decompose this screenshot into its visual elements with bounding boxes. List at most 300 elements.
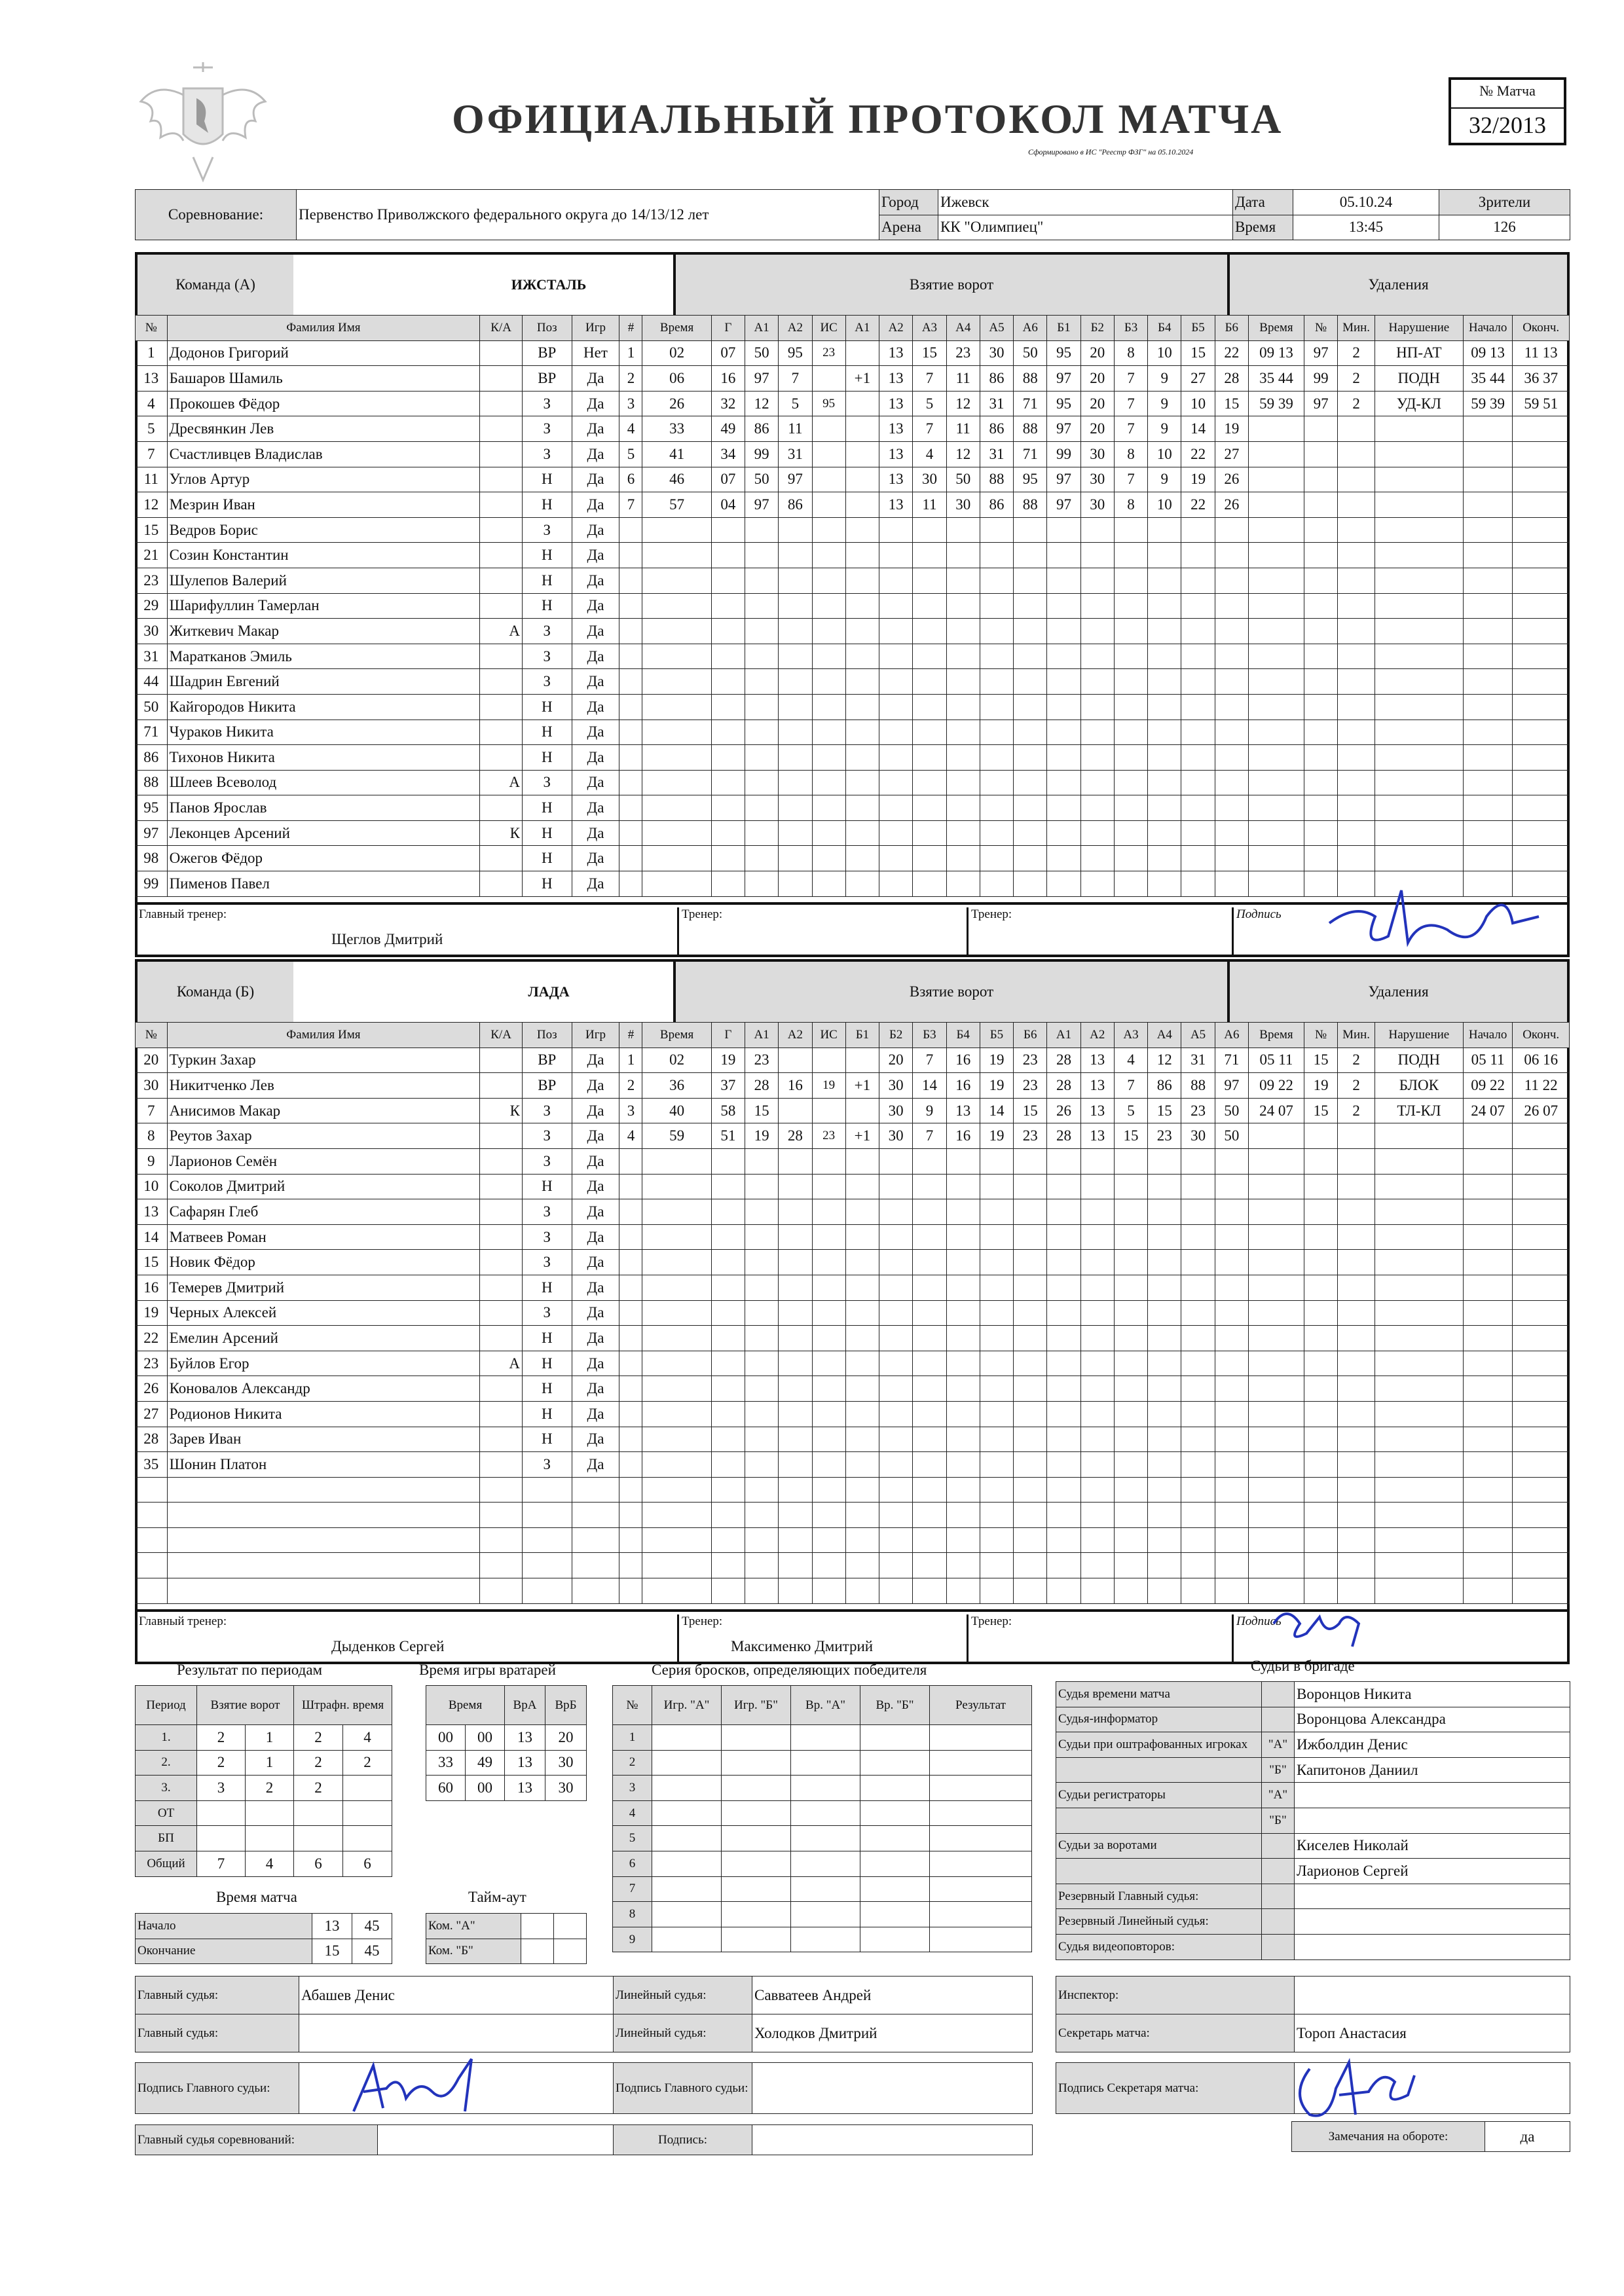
goal-cell <box>1148 1578 1181 1604</box>
penalty-cell <box>1338 1503 1375 1528</box>
table-row <box>136 795 1570 821</box>
player-number: 7 <box>136 1098 168 1123</box>
player-number: 16 <box>136 1275 168 1300</box>
player-number: 23 <box>136 568 168 593</box>
competition-label: Соревнование: <box>136 190 297 240</box>
goal-cell <box>1080 619 1114 644</box>
goal-cell <box>980 1199 1013 1225</box>
goal-cell: +1 <box>845 366 879 392</box>
goal-cell <box>1014 820 1047 846</box>
goal-cell <box>1114 795 1147 821</box>
shootout-cell <box>722 1826 791 1851</box>
penalty-player: 15 <box>1304 1048 1337 1073</box>
table-row <box>136 492 1570 518</box>
goal-cell <box>1181 1503 1215 1528</box>
goal-cell: 7 <box>619 492 642 518</box>
goal-cell: 19 <box>745 1123 778 1149</box>
goal-cell <box>946 1275 980 1300</box>
player-position: ВР <box>522 1073 572 1099</box>
goal-cell <box>946 1224 980 1250</box>
goal-cell: 59 <box>642 1123 711 1149</box>
goal-cell <box>879 644 913 669</box>
penalty-cell <box>1513 416 1570 442</box>
penalty-cell <box>1375 1250 1463 1275</box>
penalty-cell <box>1304 820 1337 846</box>
table-row <box>136 1725 392 1751</box>
goal-cell <box>980 1376 1013 1402</box>
end-minutes: 45 <box>352 1939 392 1964</box>
goal-cell: 10 <box>1148 441 1181 467</box>
penalty-cell <box>1513 720 1570 745</box>
arena-label: Арена <box>879 215 938 240</box>
penalty-infraction: НП-АТ <box>1375 340 1463 366</box>
goal-col-6: Б1 <box>845 1023 879 1048</box>
penalty-end: 59 51 <box>1513 391 1570 416</box>
official-name <box>1295 1808 1570 1833</box>
player-name: Панов Ярослав <box>167 795 480 821</box>
shootout-cell <box>791 1876 860 1902</box>
penalty-cell <box>1513 1148 1570 1174</box>
pen-col-4: Начало <box>1463 1023 1513 1048</box>
player-position: З <box>522 416 572 442</box>
goal-cell <box>779 1326 812 1351</box>
shootout-cell <box>791 1826 860 1851</box>
goal-cell <box>1080 1326 1114 1351</box>
pen-col-3: Нарушение <box>1375 316 1463 341</box>
goal-cell <box>1148 1427 1181 1452</box>
goal-cell <box>1014 745 1047 771</box>
player-number <box>136 1578 168 1604</box>
player-name: Родионов Никита <box>167 1401 480 1427</box>
head-coach-name: Дыденков Сергей <box>331 1638 445 1654</box>
penalty-cell <box>1375 1503 1463 1528</box>
shootout-cell <box>930 1876 1032 1902</box>
goalie-time-value: 00 <box>466 1725 505 1751</box>
goal-cell: 30 <box>913 467 946 492</box>
player-position: Н <box>522 1427 572 1452</box>
goal-col-11: Б6 <box>1014 1023 1047 1048</box>
penalty-cell <box>1338 1199 1375 1225</box>
player-number <box>136 1527 168 1553</box>
penalty-cell <box>1304 619 1337 644</box>
penalty-cell <box>1304 720 1337 745</box>
penalty-cell <box>1375 568 1463 593</box>
goal-cell <box>1114 694 1147 720</box>
player-plays <box>572 1578 619 1604</box>
official-name: Воронцова Александра <box>1295 1707 1570 1732</box>
goal-col-13: А2 <box>1080 1023 1114 1048</box>
penalty-cell <box>1248 846 1304 871</box>
player-plays: Да <box>572 1048 619 1073</box>
goal-cell <box>879 543 913 568</box>
goal-cell <box>1181 1351 1215 1376</box>
player-name <box>167 1527 480 1553</box>
penalty-cell <box>1248 1250 1304 1275</box>
goal-cell: 33 <box>642 416 711 442</box>
shootout-number: 3 <box>613 1776 652 1801</box>
penalty-cell <box>1463 720 1513 745</box>
table-row <box>136 1750 392 1776</box>
goal-cell <box>1181 1275 1215 1300</box>
goalie-time-value: 49 <box>466 1750 505 1776</box>
goal-cell <box>1114 543 1147 568</box>
player-plays: Да <box>572 467 619 492</box>
period-value: 2 <box>294 1776 343 1801</box>
penalty-cell <box>1248 416 1304 442</box>
goal-cell <box>946 820 980 846</box>
penalty-cell <box>1463 1553 1513 1578</box>
goal-cell <box>619 1148 642 1174</box>
shootout-cell <box>791 1800 860 1826</box>
period-name: 1. <box>136 1725 197 1751</box>
goal-cell <box>845 1452 879 1478</box>
pen-col-1: № <box>1304 316 1337 341</box>
goal-cell: 50 <box>946 467 980 492</box>
penalty-cell <box>1375 820 1463 846</box>
goal-cell <box>845 1174 879 1199</box>
goal-cell <box>1114 1174 1147 1199</box>
goal-cell: 95 <box>779 340 812 366</box>
penalty-cell <box>1463 644 1513 669</box>
goal-cell <box>619 1174 642 1199</box>
goal-col-9: Б4 <box>946 1023 980 1048</box>
goal-cell: 95 <box>1047 340 1080 366</box>
goal-cell <box>812 1199 845 1225</box>
goal-cell: 5 <box>1114 1098 1147 1123</box>
table-row <box>136 1073 1570 1099</box>
goal-cell <box>779 1527 812 1553</box>
player-plays: Да <box>572 416 619 442</box>
penalty-cell <box>1304 1275 1337 1300</box>
official-side <box>1262 1707 1295 1732</box>
player-number: 9 <box>136 1148 168 1174</box>
table-row <box>136 1851 392 1876</box>
goal-cell <box>812 694 845 720</box>
goal-cell <box>745 1275 778 1300</box>
goal-cell <box>812 492 845 518</box>
goal-cell: 4 <box>619 416 642 442</box>
goal-cell <box>1114 1351 1147 1376</box>
goal-cell <box>946 1477 980 1503</box>
penalty-cell <box>1248 1427 1304 1452</box>
goal-cell: 23 <box>1014 1123 1047 1149</box>
goal-cell: 04 <box>711 492 745 518</box>
player-role: К <box>480 1098 523 1123</box>
penalty-cell <box>1304 1427 1337 1452</box>
player-position: З <box>522 391 572 416</box>
goal-cell <box>913 1250 946 1275</box>
goal-cell <box>1148 1300 1181 1326</box>
goal-cell: 16 <box>946 1123 980 1149</box>
goal-cell <box>913 593 946 619</box>
goal-cell <box>946 1326 980 1351</box>
player-number: 1 <box>136 340 168 366</box>
goal-cell <box>779 619 812 644</box>
goal-cell <box>711 1401 745 1427</box>
col-name: Фамилия Имя <box>167 1023 480 1048</box>
table-row <box>136 1776 392 1801</box>
goal-cell <box>745 517 778 543</box>
goal-cell <box>1181 846 1215 871</box>
end-label: Окончание <box>136 1939 312 1964</box>
penalty-cell <box>1338 1376 1375 1402</box>
official-name <box>1295 1909 1570 1935</box>
period-value: 4 <box>246 1851 294 1876</box>
penalty-cell <box>1338 1275 1375 1300</box>
penalty-cell <box>1513 1199 1570 1225</box>
goal-cell <box>1148 543 1181 568</box>
goal-cell <box>745 1224 778 1250</box>
player-plays: Да <box>572 1275 619 1300</box>
player-name: Матвеев Роман <box>167 1224 480 1250</box>
player-role <box>480 1073 523 1099</box>
penalty-cell <box>1463 1224 1513 1250</box>
periods-table <box>135 1685 392 1877</box>
goal-cell <box>879 1401 913 1427</box>
player-name: Пименов Павел <box>167 871 480 897</box>
player-number: 13 <box>136 1199 168 1225</box>
goal-cell <box>946 745 980 771</box>
goal-cell <box>845 441 879 467</box>
player-number: 30 <box>136 1073 168 1099</box>
goal-cell: 13 <box>879 441 913 467</box>
goal-cell <box>1215 795 1248 821</box>
goal-cell <box>619 694 642 720</box>
goal-cell: 50 <box>745 467 778 492</box>
goal-cell <box>1181 568 1215 593</box>
goal-cell: 88 <box>1181 1073 1215 1099</box>
goal-cell <box>1148 1376 1181 1402</box>
goal-cell <box>1181 1578 1215 1604</box>
goal-cell: 1 <box>619 1048 642 1073</box>
goal-cell <box>779 669 812 695</box>
table-row <box>136 1351 1570 1376</box>
player-role <box>480 644 523 669</box>
player-role <box>480 1527 523 1553</box>
player-name: Мезрин Иван <box>167 492 480 518</box>
table-row <box>136 467 1570 492</box>
goal-cell <box>1215 1401 1248 1427</box>
shootout-table <box>612 1685 1032 1952</box>
penalty-cell <box>1248 1300 1304 1326</box>
penalty-cell <box>1513 1452 1570 1478</box>
penalty-cell <box>1248 694 1304 720</box>
goal-cell: 9 <box>1148 467 1181 492</box>
table-row <box>136 1376 1570 1402</box>
goal-cell <box>845 1503 879 1528</box>
goal-cell <box>642 568 711 593</box>
official-side <box>1262 1859 1295 1884</box>
player-name <box>167 1553 480 1578</box>
city-label: Город <box>879 190 938 215</box>
shootout-cell <box>652 1902 722 1927</box>
period-value: 2 <box>197 1750 246 1776</box>
table-row <box>136 1174 1570 1199</box>
penalty-cell <box>1338 1174 1375 1199</box>
goal-cell <box>1148 694 1181 720</box>
goal-cell <box>779 720 812 745</box>
goalie-time-value: 30 <box>545 1776 587 1801</box>
goal-cell: 19 <box>812 1073 845 1099</box>
goal-cell: 88 <box>1014 366 1047 392</box>
goal-cell <box>1047 846 1080 871</box>
shootout-cell <box>860 1750 930 1776</box>
goalie-time-value: 20 <box>545 1725 587 1751</box>
start-minutes: 45 <box>352 1914 392 1939</box>
table-row <box>1056 1859 1570 1884</box>
penalty-cell <box>1248 871 1304 897</box>
team_a-label: Команда (А) <box>138 255 293 315</box>
goal-cell <box>980 770 1013 795</box>
goal-cell <box>946 871 980 897</box>
goal-cell <box>711 1553 745 1578</box>
goal-cell <box>642 1427 711 1452</box>
period-value: 2 <box>294 1750 343 1776</box>
player-name: Углов Артур <box>167 467 480 492</box>
player-role <box>480 1477 523 1503</box>
period-value: 2 <box>197 1725 246 1751</box>
goal-cell <box>879 1477 913 1503</box>
goal-cell <box>1215 1527 1248 1553</box>
player-name: Житкевич Макар <box>167 619 480 644</box>
coach-label-2: Тренер: <box>967 907 1012 957</box>
goal-cell <box>619 1300 642 1326</box>
goal-cell <box>1047 568 1080 593</box>
goal-cell <box>1148 593 1181 619</box>
player-position: Н <box>522 846 572 871</box>
goal-cell <box>1114 871 1147 897</box>
penalty-cell <box>1375 1199 1463 1225</box>
goal-cell <box>845 1326 879 1351</box>
coach-label: Тренер: <box>677 907 722 957</box>
team_a-header <box>135 252 1570 315</box>
goal-cell <box>1114 1148 1147 1174</box>
goal-cell <box>913 669 946 695</box>
goal-cell: 7 <box>1114 416 1147 442</box>
goal-cell <box>619 871 642 897</box>
goal-cell <box>1215 1351 1248 1376</box>
official-role: Резервный Главный судья: <box>1056 1884 1262 1909</box>
player-plays: Да <box>572 593 619 619</box>
penalty-cell <box>1375 517 1463 543</box>
goal-cell: 88 <box>1014 492 1047 518</box>
penalty-cell <box>1248 745 1304 771</box>
official-side: "Б" <box>1262 1757 1295 1783</box>
goal-cell <box>1215 543 1248 568</box>
goal-cell <box>1047 1376 1080 1402</box>
goal-cell <box>879 745 913 771</box>
goal-cell <box>913 1326 946 1351</box>
penalty-cell <box>1338 1401 1375 1427</box>
goal-cell <box>711 846 745 871</box>
table-row <box>613 1826 1032 1851</box>
goal-cell <box>845 1427 879 1452</box>
goal-cell <box>946 846 980 871</box>
goal-cell: 13 <box>1080 1123 1114 1149</box>
period-value: 1 <box>246 1725 294 1751</box>
goal-cell <box>812 1553 845 1578</box>
goal-cell <box>779 568 812 593</box>
penalty-cell <box>1338 820 1375 846</box>
player-position <box>522 1477 572 1503</box>
table-row <box>136 1527 1570 1553</box>
goal-cell <box>1215 1148 1248 1174</box>
player-plays: Нет <box>572 340 619 366</box>
goal-cell: 97 <box>1047 467 1080 492</box>
goal-cell <box>879 720 913 745</box>
period-value <box>197 1826 246 1851</box>
table-row <box>136 416 1570 442</box>
goal-cell <box>946 770 980 795</box>
goal-cell: 20 <box>1080 366 1114 392</box>
goal-cell <box>1114 1250 1147 1275</box>
goal-cell <box>1047 1427 1080 1452</box>
gt-b-col: ВрБ <box>545 1686 587 1725</box>
player-role <box>480 1123 523 1149</box>
goal-cell <box>711 694 745 720</box>
player-plays: Да <box>572 1452 619 1478</box>
table-row <box>1056 1783 1570 1808</box>
goal-cell <box>845 340 879 366</box>
player-position: З <box>522 770 572 795</box>
goal-cell <box>1215 593 1248 619</box>
penalties-header-team_b: Удаления <box>1230 962 1567 1022</box>
official-name: Воронцов Никита <box>1295 1682 1570 1707</box>
goal-cell <box>812 1048 845 1073</box>
goal-cell <box>1181 871 1215 897</box>
goal-cell: 19 <box>980 1048 1013 1073</box>
chief-referee <box>378 2125 614 2155</box>
penalty-cell <box>1338 1351 1375 1376</box>
goal-cell <box>642 669 711 695</box>
goal-cell <box>779 1503 812 1528</box>
goal-col-1: Время <box>642 316 711 341</box>
goal-cell <box>946 720 980 745</box>
penalty-cell <box>1338 846 1375 871</box>
goal-cell <box>946 1199 980 1225</box>
player-plays: Да <box>572 1401 619 1427</box>
goal-cell <box>1148 1452 1181 1478</box>
secretary: Тороп Анастасия <box>1295 2014 1570 2052</box>
goal-cell <box>1047 543 1080 568</box>
goal-cell <box>745 543 778 568</box>
goal-cell: 11 <box>946 366 980 392</box>
player-name: Коновалов Александр <box>167 1376 480 1402</box>
penalty-cell <box>1513 1351 1570 1376</box>
goal-cell <box>845 467 879 492</box>
goal-cell: 23 <box>812 340 845 366</box>
goal-cell <box>913 720 946 745</box>
penalty-cell <box>1463 1477 1513 1503</box>
shootout-cell <box>791 1776 860 1801</box>
penalty-time: 05 11 <box>1248 1048 1304 1073</box>
goal-cell <box>745 770 778 795</box>
player-role <box>480 568 523 593</box>
goal-cell <box>642 1250 711 1275</box>
goal-cell: 57 <box>642 492 711 518</box>
penalty-cell <box>1513 543 1570 568</box>
goal-cell <box>913 795 946 821</box>
goal-cell: 30 <box>879 1123 913 1149</box>
player-position: Н <box>522 543 572 568</box>
goal-cell <box>1014 1300 1047 1326</box>
goal-cell <box>946 1351 980 1376</box>
referees-table <box>135 1976 1033 2052</box>
goal-cell <box>812 1098 845 1123</box>
table-row <box>136 720 1570 745</box>
goal-cell <box>1080 745 1114 771</box>
goal-col-12: Б1 <box>1047 316 1080 341</box>
